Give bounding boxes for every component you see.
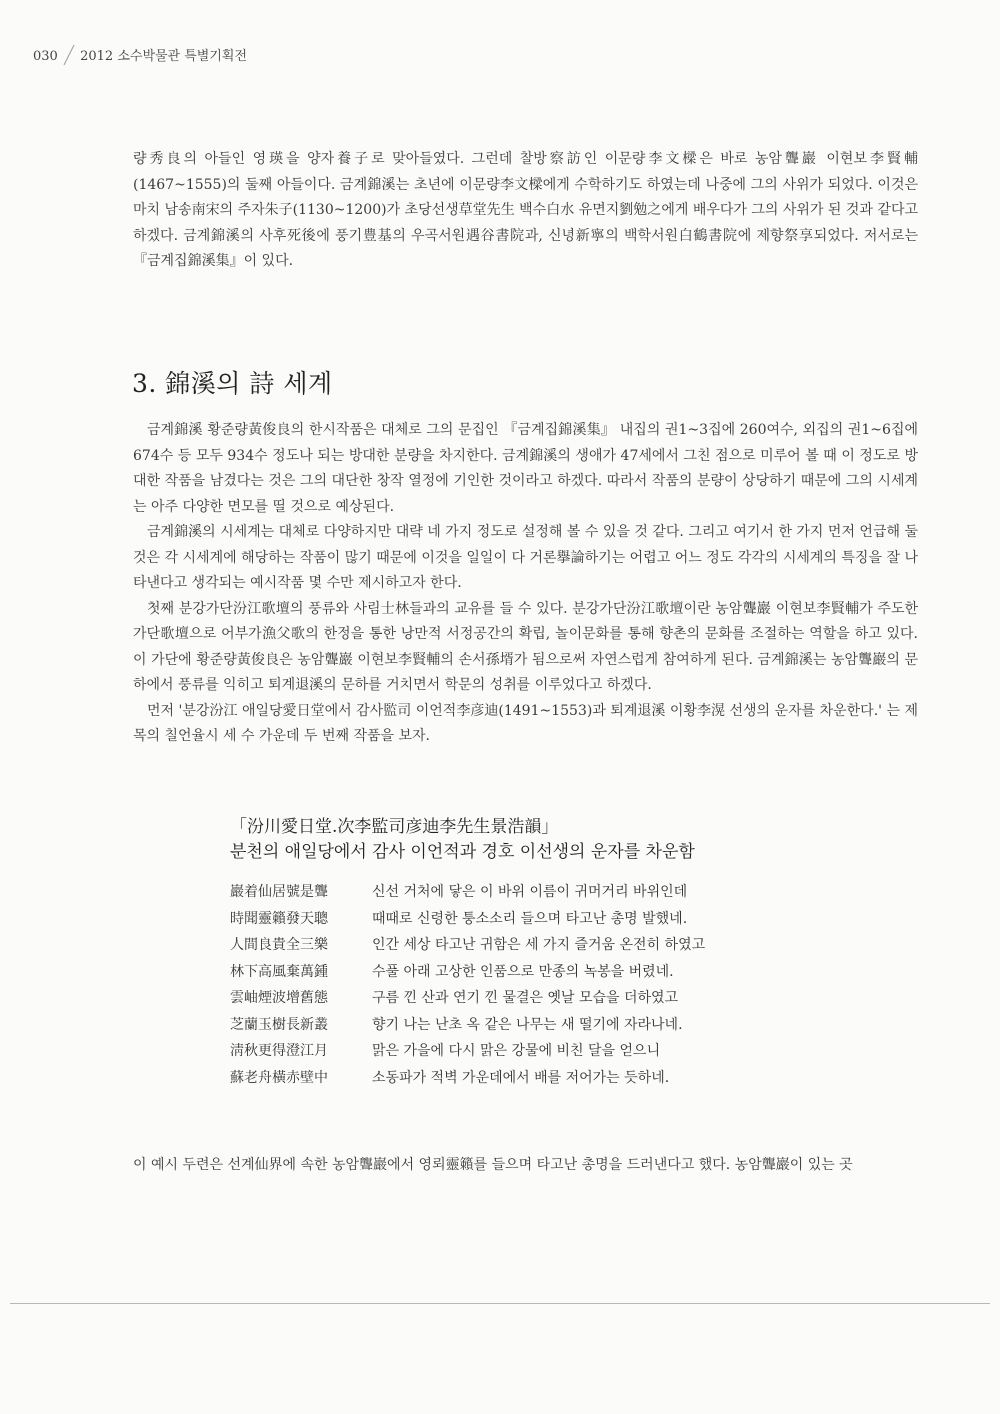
poem-line	[230, 985, 830, 1012]
poem-line-hanzi: 芝蘭玉樹長新叢	[230, 1016, 328, 1033]
body-paragraph-2: 금계錦溪의 시세계는 대체로 다양하지만 대략 네 가지 정도로 설정해 볼 수 있을 것 같다. 그리고 여기서 한 가지 먼저 언급해 둘 것은 각 시세계에 해당하는 작품이 많기 때문에 이것을 일일이 다 거론擧論하기는 어렵고 어느 정도 각각의 시세계의 특징을 잘 나타낸다고 생각되는 예시작품 몇 수만 제시하고자 한다.	[133, 524, 918, 591]
poem-line	[230, 932, 830, 959]
intro-paragraph: 량秀良의 아들인 영瑛을 양자養子로 맞아들였다. 그런데 찰방察訪인 이문량李文樑은 바로 농암聾巖 이현보李賢輔(1467~1555)의 둘째 아들이다. 금계錦溪는 초년에 이문량李文樑에게 수학하기도 하였는데 나중에 그의 사위가 되었다. 이것은 마치 남송南宋의 주자朱子(1130~1200)가 초당선생草堂先生 백수白水 유면지劉勉之에게 배우다가 그의 사위가 된 것과 같다고 하겠다. 금계錦溪의 사후死後에 풍기豊基의 우곡서원遇谷書院과, 신녕新寧의 백학서원白鶴書院에 제향祭享되었다. 저서로는 『금계집錦溪集』이 있다.	[133, 151, 918, 269]
body-paragraph-4: 먼저 '분강汾江 애일당愛日堂에서 감사監司 이언적李彦迪(1491~1553)과 퇴계退溪 이황李滉 선생의 운자를 차운한다.' 는 제목의 칠언율시 세 수 가운데 두 번째 작품을 보자.	[133, 702, 918, 744]
poem-line-hanzi: 淸秋更得澄江月	[230, 1043, 328, 1059]
body-paragraph-1: 금계錦溪 황준량黃俊良의 한시작품은 대체로 그의 문집인 『금계집錦溪集』 내집의 권1~3집에 260여수, 외집의 권1~6집에 674수 등 모두 934수 정도나 되는 방대한 분량을 차지한다. 금계錦溪의 생애가 47세에서 그친 점으로 미루어 볼 때 이 정도로 방대한 작품을 남겼다는 것은 그의 대단한 창작 열정에 기인한 것이라고 하겠다. 따라서 작품의 분량이 상당하기 때문에 그의 시세계는 아주 다양한 면모를 띨 것으로 예상된다.	[133, 422, 918, 515]
section-title: 3. 錦溪의 詩 세계	[132, 369, 333, 398]
poem-line-translation: 때때로 신령한 퉁소소리 들으며 타고난 총명 발했네.	[372, 910, 688, 927]
poem-line	[230, 1065, 830, 1092]
poem-line-hanzi: 林下高風棄萬鍾	[230, 963, 328, 980]
poem-line-hanzi: 雲岫煙波增舊態	[230, 990, 328, 1006]
page-number: 030	[33, 49, 58, 64]
poem-line-hanzi: 時聞靈籟發天聰	[230, 910, 328, 927]
slash-divider-icon	[62, 44, 76, 66]
poem-line-hanzi: 人間良貴全三樂	[230, 937, 328, 953]
poem-line	[230, 1038, 830, 1065]
poem-lines	[230, 879, 830, 1091]
closing-paragraph: 이 예시 두련은 선계仙界에 속한 농암聾巖에서 영뢰靈籟를 들으며 타고난 총명을 드러낸다고 했다. 농암聾巖이 있는 곳	[133, 1157, 853, 1173]
poem-title: 「汾川愛日堂.次李監司彦迪李先生景浩韻」	[230, 817, 559, 837]
poem-line-translation: 향기 나는 난초 옥 같은 나무는 새 떨기에 자라나네.	[372, 1016, 683, 1033]
poem-line	[230, 959, 830, 986]
poem-line	[230, 879, 830, 906]
poem-block	[230, 815, 830, 1091]
body-paragraph-3: 첫째 분강가단汾江歌壇의 풍류와 사림士林들과의 교유를 들 수 있다. 분강가단汾江歌壇이란 농암聾巖 이현보李賢輔가 주도한 가단歌壇으로 어부가漁父歌의 한정을 통한 낭만적 서정공간의 확립, 놀이문화를 통해 향촌의 문화를 조절하는 역할을 하고 있다. 이 가단에 황준량黃俊良은 농암聾巖 이현보李賢輔의 손서孫壻가 됨으로써 자연스럽게 참여하게 된다. 금계錦溪는 농암聾巖의 문하에서 풍류를 익히고 퇴계退溪의 문하를 거치면서 학문의 성취를 이루었다고 하겠다.	[133, 600, 918, 693]
poem-line-hanzi: 巖着仙居號是聾	[230, 884, 328, 900]
poem-line-translation: 구름 낀 산과 연기 낀 물결은 옛날 모습을 더하였고	[372, 990, 679, 1006]
poem-line-translation: 수풀 아래 고상한 인품으로 만종의 녹봉을 버렸네.	[372, 963, 674, 980]
body-paragraphs	[133, 418, 918, 750]
poem-line-translation: 신선 거처에 닿은 이 바위 이름이 귀머거리 바위인데	[372, 884, 688, 900]
page-bottom-rule	[10, 1303, 990, 1304]
poem-line	[230, 906, 830, 933]
poem-line-translation: 맑은 가을에 다시 맑은 강물에 비친 달을 얻으니	[372, 1043, 661, 1059]
poem-line-hanzi: 蘇老舟橫赤壁中	[230, 1069, 328, 1086]
running-header	[33, 44, 247, 66]
running-title: 2012 소수박물관 특별기획전	[80, 49, 248, 64]
poem-line-translation: 인간 세상 타고난 귀함은 세 가지 즐거움 온전히 하였고	[372, 937, 706, 953]
poem-line-translation: 소동파가 적벽 가운데에서 배를 저어가는 듯하네.	[372, 1069, 670, 1086]
intro-paragraph-block	[133, 147, 918, 275]
poem-line	[230, 1012, 830, 1039]
poem-subtitle: 분천의 애일당에서 감사 이언적과 경호 이선생의 운자를 차운함	[230, 842, 695, 862]
